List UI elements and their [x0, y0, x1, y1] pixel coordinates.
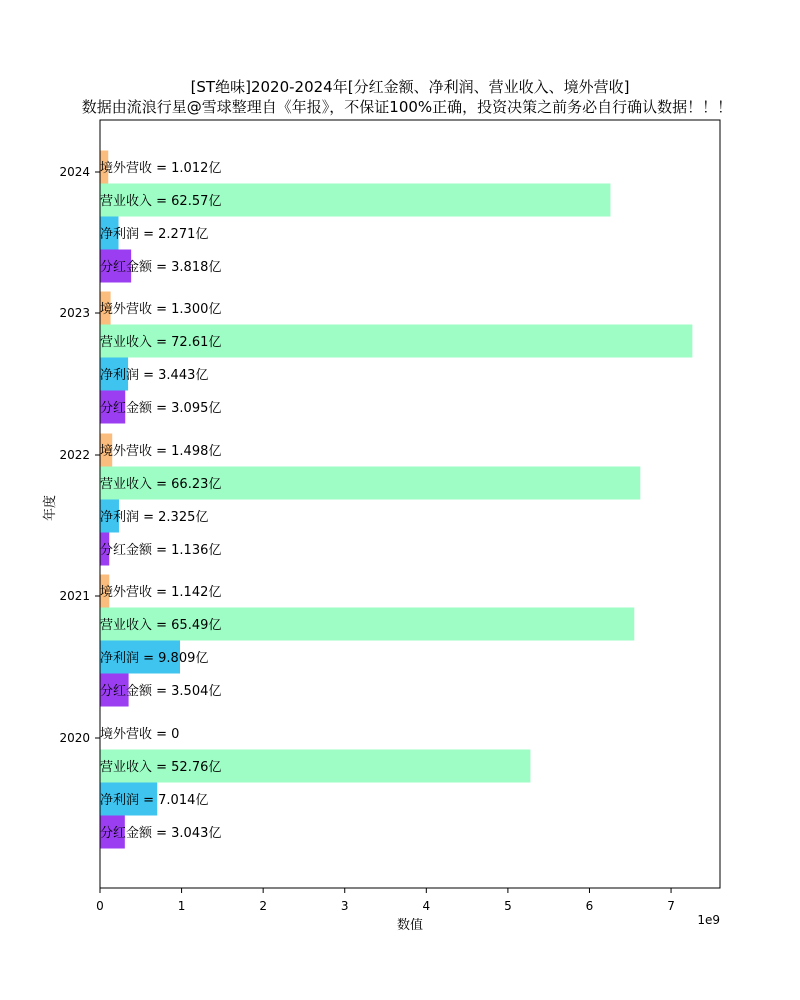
chart-subtitle: 数据由流浪行星@雪球整理自《年报》，不保证100%正确，投资决策之前务必自行确认数据！！！ [81, 98, 733, 116]
x-tick-label-0: 0 [96, 899, 104, 913]
bar-label-revenue-2024: 营业收入 = 62.57亿 [100, 194, 222, 209]
bar-label-revenue-2022: 营业收入 = 66.23亿 [100, 477, 222, 492]
x-axis-ticks [96, 888, 675, 913]
bar-label-revenue-2020: 营业收入 = 52.76亿 [100, 760, 222, 775]
y-tick-label-2024: 2024 [59, 165, 90, 179]
bars-layer [100, 151, 692, 849]
y-tick-label-2022: 2022 [59, 448, 90, 462]
x-tick-label-7: 7 [667, 899, 675, 913]
bar-label-net_profit-2021: 净利润 = 9.809亿 [100, 651, 209, 666]
bar-label-revenue-2023: 营业收入 = 72.61亿 [100, 335, 222, 350]
x-tick-label-4: 4 [422, 899, 431, 913]
y-axis-ticks [59, 165, 100, 745]
bar-label-dividend-2022: 分红金额 = 1.136亿 [100, 543, 222, 558]
bar-label-dividend-2021: 分红金额 = 3.504亿 [100, 684, 222, 699]
y-tick-label-2020: 2020 [59, 731, 90, 745]
bar-label-net_profit-2023: 净利润 = 3.443亿 [100, 368, 209, 383]
x-tick-label-6: 6 [585, 899, 594, 913]
bar-label-overseas_revenue-2023: 境外营收 = 1.300亿 [100, 302, 222, 317]
y-tick-label-2023: 2023 [59, 306, 90, 320]
bar-label-overseas_revenue-2022: 境外营收 = 1.498亿 [100, 444, 222, 459]
bar-label-overseas_revenue-2021: 境外营收 = 1.142亿 [100, 585, 222, 600]
bar-label-revenue-2021: 营业收入 = 65.49亿 [100, 618, 222, 633]
bar-label-net_profit-2022: 净利润 = 2.325亿 [100, 510, 209, 525]
bar-label-net_profit-2024: 净利润 = 2.271亿 [100, 227, 209, 242]
y-axis-label: 年度 [43, 494, 58, 522]
chart-title: [ST绝味]2020-2024年[分红金额、净利润、营业收入、境外营收] [190, 78, 630, 96]
bar-label-dividend-2024: 分红金额 = 3.818亿 [100, 260, 222, 275]
y-tick-label-2021: 2021 [59, 589, 90, 603]
x-tick-label-5: 5 [504, 899, 512, 913]
bar-label-net_profit-2020: 净利润 = 7.014亿 [100, 793, 209, 808]
x-tick-label-2: 2 [259, 899, 267, 913]
x-axis-label: 数值 [396, 918, 424, 933]
bar-label-dividend-2020: 分红金额 = 3.043亿 [100, 826, 222, 841]
x-axis-offset-text: 1e9 [697, 913, 720, 927]
bar-label-dividend-2023: 分红金额 = 3.095亿 [100, 401, 222, 416]
x-tick-label-1: 1 [177, 899, 186, 913]
bar-label-overseas_revenue-2024: 境外营收 = 1.012亿 [100, 161, 222, 176]
x-tick-label-3: 3 [340, 899, 349, 913]
bar-label-overseas_revenue-2020: 境外营收 = 0 [100, 727, 180, 742]
